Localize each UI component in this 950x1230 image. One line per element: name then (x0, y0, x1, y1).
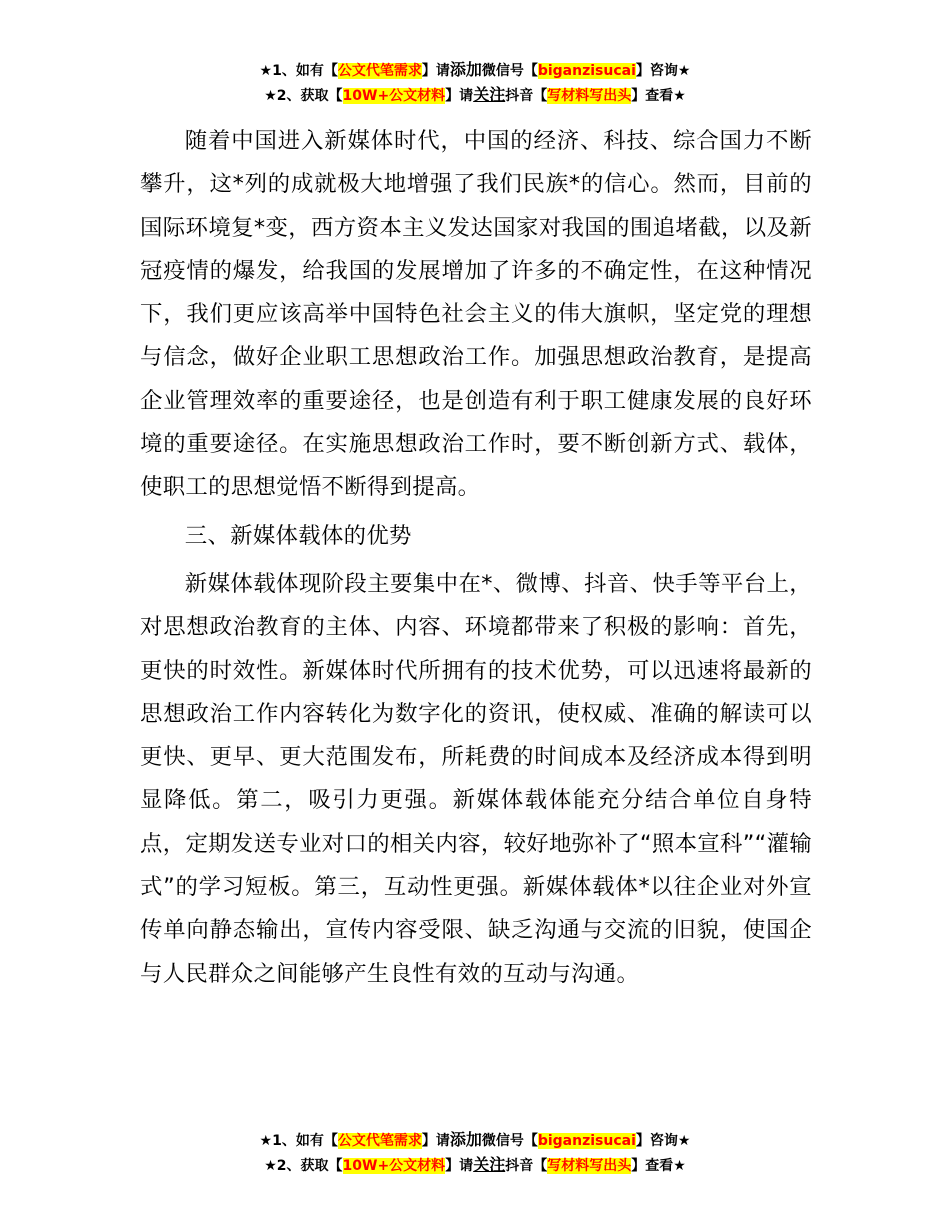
banner-text: 】请 (421, 1133, 450, 1149)
banner-text: 】咨询★ (635, 1133, 691, 1149)
banner-highlight: biganzisucai (537, 1133, 636, 1149)
banner-text: 】请 (445, 1158, 474, 1174)
banner-line-2 (0, 1153, 950, 1178)
banner-highlight: 写材料写出头 (547, 88, 632, 104)
banner-text: ★2、获取【 (264, 1158, 343, 1174)
banner-emphasis: 关注 (473, 85, 506, 104)
banner-highlight: 10W+公文材料 (342, 1158, 446, 1174)
banner-text: ★2、获取【 (264, 88, 343, 104)
banner-text: 微信号【 (481, 63, 538, 79)
body-paragraph-1: 随着中国进入新媒体时代，中国的经济、科技、综合国力不断攀升，这*列的成就极大地增强了我们民族*的信心。然而，目前的国际环境复*变，西方资本主义发达国家对我国的围追堵截，以及新冠疫情的爆发，给我国的发展增加了许多的不确定性，在这种情况下，我们更应该高举中国特色社会主义的伟大旗帜，坚定党的理想与信念，做好企业职工思想政治工作。加强思想政治教育，是提高企业管理效率的重要途径，也是创造有利于职工健康发展的良好环境的重要途径。在实施思想政治工作时，要不断创新方式、载体，使职工的思想觉悟不断得到提高。 (140, 128, 812, 501)
header-banner (0, 58, 950, 108)
banner-text: ★1、如有【 (259, 63, 338, 79)
banner-text: 】咨询★ (635, 63, 691, 79)
banner-emphasis: 关注 (473, 1155, 506, 1174)
banner-text: 】请 (445, 88, 474, 104)
banner-highlight: 10W+公文材料 (342, 88, 446, 104)
banner-text: ★1、如有【 (259, 1133, 338, 1149)
banner-emphasis: 添加 (449, 1130, 482, 1149)
banner-highlight: 公文代笔需求 (337, 1133, 422, 1149)
banner-highlight: biganzisucai (537, 63, 636, 79)
document-body (140, 120, 812, 996)
banner-emphasis: 添加 (449, 60, 482, 79)
banner-text: 微信号【 (481, 1133, 538, 1149)
banner-line-2 (0, 83, 950, 108)
section-heading: 三、新媒体载体的优势 (184, 522, 412, 549)
banner-line-1 (0, 58, 950, 83)
banner-text: 抖音【 (505, 1158, 548, 1174)
banner-line-1 (0, 1128, 950, 1153)
banner-highlight: 公文代笔需求 (337, 63, 422, 79)
banner-text: 抖音【 (505, 88, 548, 104)
banner-text: 】查看★ (631, 88, 686, 104)
banner-text: 】查看★ (631, 1158, 686, 1174)
footer-banner (0, 1128, 950, 1178)
body-paragraph-2: 新媒体载体现阶段主要集中在*、微博、抖音、快手等平台上，对思想政治教育的主体、内容、环境都带来了积极的影响：首先，更快的时效性。新媒体时代所拥有的技术优势，可以迅速将最新的思想政治工作内容转化为数字化的资讯，使权威、准确的解读可以更快、更早、更大范围发布，所耗费的时间成本及经济成本得到明显降低。第二，吸引力更强。新媒体载体能充分结合单位自身特点，定期发送专业对口的相关内容，较好地弥补了“照本宣科”“灌输式”的学习短板。第三，互动性更强。新媒体载体*以往企业对外宣传单向静态输出，宣传内容受限、缺乏沟通与交流的旧貌，使国企与人民群众之间能够产生良性有效的互动与沟通。 (140, 570, 812, 987)
banner-highlight: 写材料写出头 (547, 1158, 632, 1174)
banner-text: 】请 (421, 63, 450, 79)
